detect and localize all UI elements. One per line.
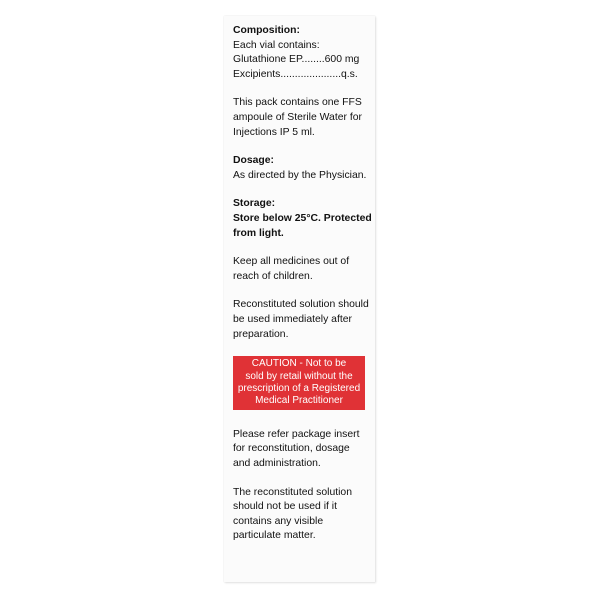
dosage-section bbox=[233, 154, 365, 183]
keep-note bbox=[233, 255, 365, 284]
ingredient-name: Glutathione EP........ bbox=[233, 54, 325, 66]
pack-note bbox=[233, 96, 365, 140]
reconstituted-note-line: preparation. bbox=[233, 328, 289, 340]
composition-intro: Each vial contains: bbox=[233, 39, 320, 51]
caution-line: Medical Practitioner bbox=[255, 395, 343, 407]
caution-box bbox=[233, 356, 365, 410]
reconstituted-note-line: Reconstituted solution should bbox=[233, 299, 369, 311]
dosage-text: As directed by the Physician. bbox=[233, 169, 367, 181]
ingredient-amount: q.s. bbox=[340, 68, 358, 80]
ingredient-row-excipients bbox=[233, 68, 357, 83]
dosage-heading: Dosage: bbox=[233, 155, 274, 167]
composition-section bbox=[233, 24, 365, 82]
insert-note-line: and administration. bbox=[233, 457, 321, 469]
pack-note-line: Injections IP 5 ml. bbox=[233, 126, 315, 138]
pack-note-line: This pack contains one FFS bbox=[233, 97, 362, 109]
insert-note bbox=[233, 428, 365, 472]
caution-line: CAUTION - Not to be bbox=[251, 358, 347, 370]
storage-line: Store below 25°C. Protected bbox=[233, 212, 372, 224]
storage-line: from light. bbox=[233, 227, 284, 239]
composition-heading: Composition: bbox=[233, 25, 300, 36]
insert-note-line: for reconstitution, dosage bbox=[233, 443, 350, 455]
reconstituted-note bbox=[233, 298, 369, 342]
reconstituted-note-line: be used immediately after bbox=[233, 313, 352, 325]
label-panel bbox=[224, 16, 375, 582]
insert-note-line: Please refer package insert bbox=[233, 428, 360, 440]
particulate-note bbox=[233, 486, 365, 544]
particulate-note-line: The reconstituted solution bbox=[233, 486, 352, 498]
caution-line: sold by retail without the bbox=[245, 370, 353, 382]
pack-note-line: ampoule of Sterile Water for bbox=[233, 111, 362, 123]
storage-heading: Storage: bbox=[233, 198, 276, 210]
particulate-note-line: particulate matter. bbox=[233, 530, 316, 542]
storage-section bbox=[233, 197, 372, 241]
particulate-note-line: contains any visible bbox=[233, 515, 324, 527]
ingredient-name: Excipients..................... bbox=[233, 68, 341, 80]
particulate-note-line: should not be used if it bbox=[233, 501, 337, 513]
caution-line: prescription of a Registered bbox=[237, 382, 361, 394]
keep-note-line: Keep all medicines out of bbox=[233, 256, 350, 268]
keep-note-line: reach of children. bbox=[233, 270, 313, 282]
ingredient-amount: 600 mg bbox=[324, 54, 360, 66]
ingredient-row-glutathione bbox=[233, 53, 360, 68]
